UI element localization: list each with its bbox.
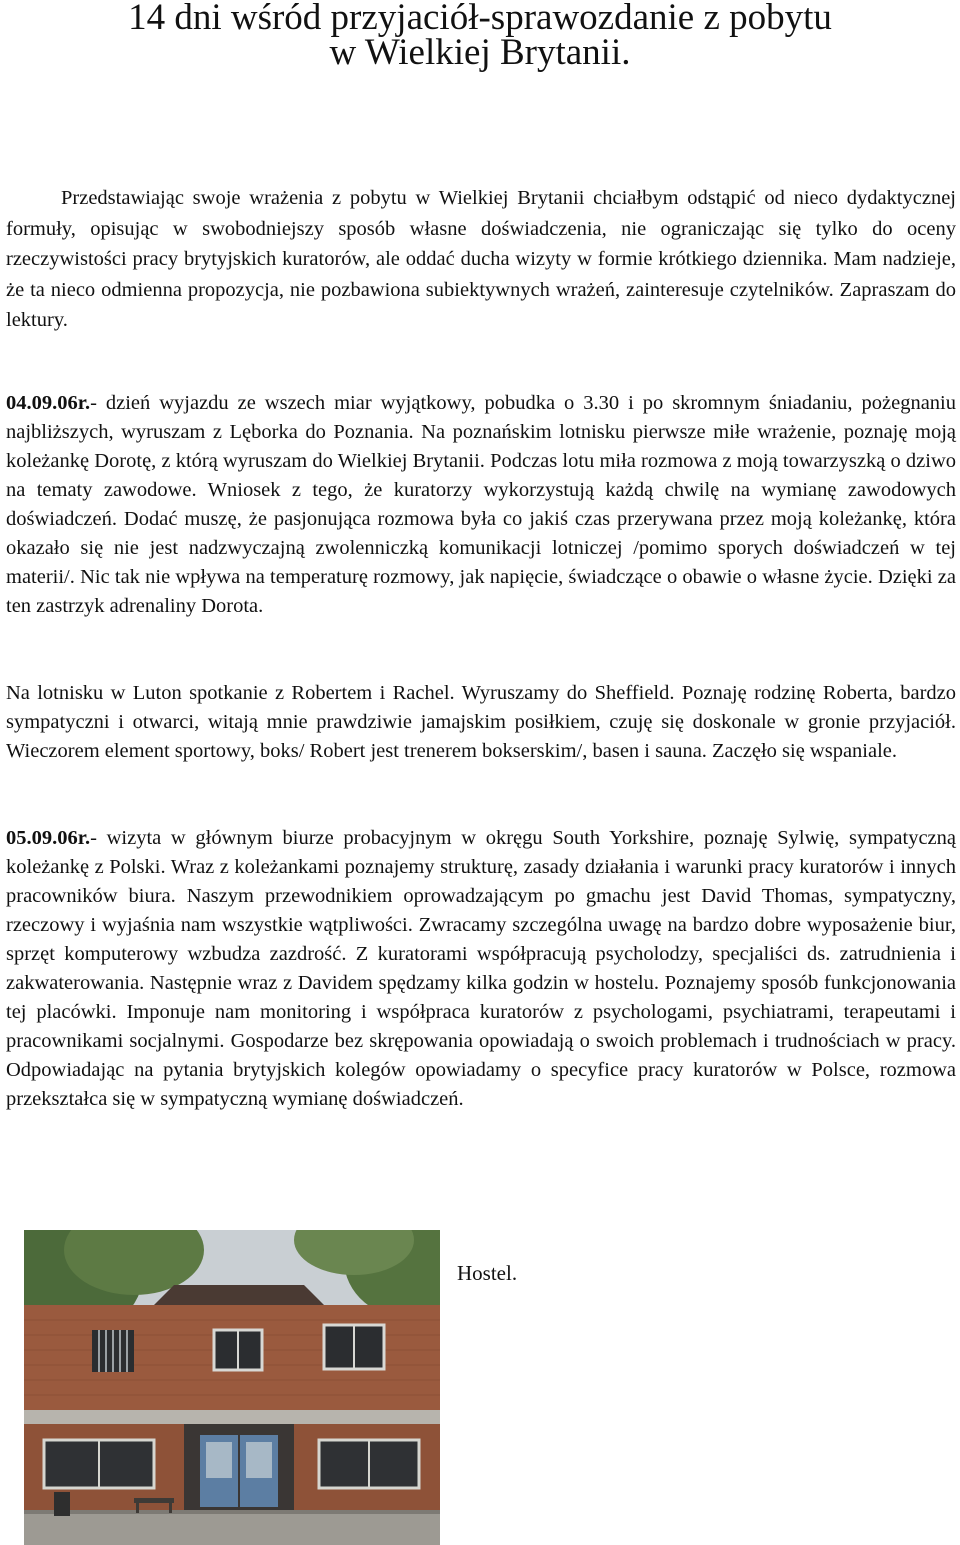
photo-caption: Hostel. [457, 1261, 518, 1285]
diary-entry-2 [6, 824, 956, 1114]
entry-date: 04.09.06r. [6, 392, 91, 414]
hostel-building-image [24, 1230, 440, 1545]
title-line-1: 14 dni wśród przyjaciół-sprawozdanie z pobytu [128, 0, 832, 38]
entry-date: 05.09.06r. [6, 827, 91, 849]
diary-entry-1-continuation: Na lotnisku w Luton spotkanie z Robertem i Rachel. Wyruszamy do Sheffield. Poznaję rodzinę Roberta, bardzo sympatyczni i otwarci, witają mnie prawdziwie jamajskim posiłkiem, czuję się doskonale w gronie przyjaciół. Wieczorem element sportowy, boks/ Robert jest trenerem bokserskim/, basen i sauna. Zaczęło się wspaniale. [6, 682, 956, 762]
document-title [0, 0, 960, 73]
title-line-2: w Wielkiej Brytanii. [329, 32, 631, 73]
diary-entry-1 [6, 389, 956, 621]
entry-text: - dzień wyjazdu ze wszech miar wyjątkowy, pobudka o 3.30 i po skromnym śniadaniu, pożegnaniu najbliższych, wyruszam z Lęborka do Poznania. Na poznańskim lotnisku pierwsze miłe wrażenie, poznaję moją koleżankę Dorotę, z którą wyruszam do Wielkiej Brytanii. Podczas lotu miła rozmowa z moją towarzyszką o dziwo na tematy zawodowe. Wniosek z tego, że kuratorzy wykorzystują każdą chwilę na wymianę zawodowych doświadczeń. Dodać muszę, że pasjonująca rozmowa była co jakiś czas przerywana przez moją koleżankę, która okazało się nie jest nadzwyczajną zwolenniczką komunikacji lotniczej /pomimo sporych doświadczeń w tej materii/. Nic tak nie wpływa na temperaturę rozmowy, jak napięcie, świadczące o obawie o własne życie. Dzięki za ten zastrzyk adrenaliny Dorota. [6, 392, 956, 617]
hostel-photo [24, 1230, 440, 1545]
intro-paragraph: Przedstawiając swoje wrażenia z pobytu w Wielkiej Brytanii chciałbym odstąpić od nieco dydaktycznej formuły, opisując w swobodniejszy sposób własne doświadczenia, nie ograniczając się tylko do oceny rzeczywistości pracy brytyjskich kuratorów, ale oddać ducha wizyty w formie krótkiego dziennika. Mam nadzieje, że ta nieco odmienna propozycja, nie pozbawiona subiektywnych wrażeń, zainteresuje czytelników. Zapraszam do lektury. [6, 187, 956, 331]
entry-text: - wizyta w głównym biurze probacyjnym w okręgu South Yorkshire, poznaję Sylwię, sympatyczną koleżankę z Polski. Wraz z koleżankami poznajemy strukturę, zasady działania i warunki pracy kuratorów i innych pracowników biura. Naszym przewodnikiem oprowadzającym po gmachu jest David Thomas, sympatyczny, rzeczowy i wyjaśnia nam wszystkie wątpliwości. Zwracamy szczególna uwagę na bardzo dobre wyposażenie biur, sprzęt komputerowy wzbudza zazdrość. Z kuratorami współpracują psycholodzy, specjaliści ds. zatrudnienia i zakwaterowania. Następnie wraz z Davidem spędzamy kilka godzin w hostelu. Poznajemy sposób funkcjonowania tej placówki. Imponuje nam monitoring i współpraca kuratorów z psychologami, psychiatrami, terapeutami i pracownikami socjalnymi. Gospodarze bez skrępowania opowiadają o swoich problemach i trudnościach w pracy. Odpowiadając na pytania brytyjskich kolegów opowiadamy o specyfice pracy kuratorów w Polsce, rozmowa przekształca się w sympatyczną wymianę doświadczeń. [6, 827, 956, 1110]
